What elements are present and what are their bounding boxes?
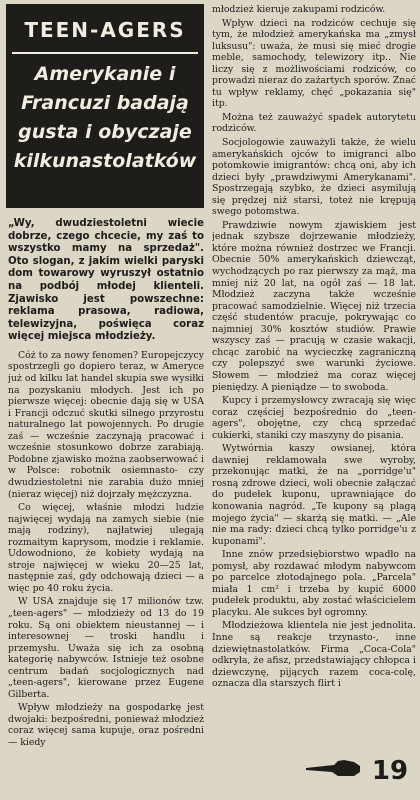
right-column [212, 4, 416, 784]
body-paragraph: młodzież kieruje zakupami rodziców. [212, 4, 386, 15]
headline-box [6, 4, 204, 208]
article-title: TEEN-AGERS [12, 10, 198, 54]
body-paragraph: Co więcej, właśnie młodzi ludzie najwięcej wydają na zamych siebie (nie mają rodziny), najłatwiej ulegają rozmaitym kaprysom, modzie i reklamie. Udowodniono, że kobiety wydają na stroje najwięcej w wieku 20—25 lat, następnie zaś, gdy odchowają dzieci — a więc po 40 roku życia. [8, 502, 204, 594]
body-paragraph: Prawdziwie nowym zjawiskiem jest jednak szybsze dojrzewanie młodzieży, które można również dostrzec we Francji. Obecnie 50% amerykańskich dziewcząt, wychodzących po raz pierwszy za mąż, ma mniej niż 20 lat, na ogół zaś — 18 lat. Młodzież zaczyna także wcześnie pracować samodzielnie. Więcej niż trzecia część studentów pracuje, pokrywając co najmniej 30% kosztów studiów. Prawie wszyscy zaś — pracują w czasie wakacji, chcąc zarobić na wycieczkę zagraniczną czy polepszyć swe warunki życiowe. Słowem — młodzież ma coraz więcej pieniędzy. A pieniądze — to swoboda. [212, 219, 416, 393]
body-paragraph: Można też zauważyć spadek autorytetu rodziców. [212, 111, 416, 135]
body-paragraph: Wytwórnia kaszy owsianej, która dawniej reklamowała swe wyroby, przekonując matki, że na „porridge'u" rosną zdrowe dzieci, woli obecnie załączać do pudełek kuponu, uprawniające do konowania nagród. „Te kupony są plagą mojego życia" — skarżą się matki. — „Ale nie ma rady: dzieci chcą tylko porridge'u z kuponami". [212, 443, 416, 547]
body-paragraph: Wpływ dzieci na rodziców cechuje się tym, że młodzież amerykańska ma „zmysł luksusu": uważa, że musi się mieć drogie meble, samochody, telewizory itp.. Nie liczy się z możliwościami rodziców, co prowadzi nieraz do zażartych sporów. Znać tu wpływ reklamy, chęć „pokazania się" itp. [212, 17, 416, 110]
body-paragraph: W USA znajduje się 17 milionów tzw. „teen-agers" — młodzieży od 13 do 19 roku. Są oni obiektem nieustannej — i interesownej — troski handlu i przemysłu. Uważa się ich za osobną kategorię nabywców. Istnieje też osobne centrum badań socjologicznych nad „teen-agers", kierowane przez Eugene Gilberta. [8, 596, 204, 700]
body-paragraph: Wpływ młodzieży na gospodarkę jest dwojaki: bezpośredni, ponieważ młodzież coraz więcej sama kupuje, oraz pośredni — kiedy [8, 702, 204, 748]
page-number: 19 [371, 756, 409, 786]
left-column [8, 218, 204, 788]
body-paragraph: Inne znów przedsiębiorstwo wpadło na pomysł, aby rozdawać młodym nabywcom po parcelce złotodajnego pola. „Parcela" miała 1 cm² i trzeba by kupić 6000 pudełek produktu, aby zostać właścicielem placyku. Ale sukces był ogromny. [212, 549, 416, 618]
body-paragraph: Młodzieżowa klientela nie jest jednolita. Inne są reakcje trzynasto-, inne dziewiętnastolatków. Firma „Coca-Cola" odkryła, że afisz, przedstawiający chłopca i dziewczynę, pijących razem coca-colę, oznacza dla starszych flirt i [212, 620, 416, 690]
body-paragraph: Kupcy i przemysłowcy zwracają się więc coraz częściej bezpośrednio do „teen-agers", obojętne, czy chcą sprzedać cukierki, staniki czy maszyny do pisania. [212, 395, 416, 441]
body-paragraph: Cóż to za nowy fenomen? Europejczycy spostrzegli go dopiero teraz, w Ameryce już od kilku lat handel skupia swe wysiłki na pozyskaniu młodych. Jest ich po pierwsze więcej: obecnie dają się w USA i Francji odczuć skutki silnego przyrostu naturalnego lat powojennych. Po drugie zaś — wcześnie zaczynają pracować i wcześnie stosunkowo dobrze zarabiają. Podobne zjawisko można zaobserwować i w Polsce: robotnik osiemnasto- czy dwudziestoletni nie zarabia dużo mniej (nieraz więcej) niż dojrzały mężczyzna. [8, 349, 204, 500]
article-subtitle: Amerykanie i Francuzi badają gusta i obyczaje kilkunastolatków [13, 63, 197, 172]
body-paragraph: Socjologowie zauważyli także, że wielu amerykańskich ojców to imigranci albo potomkowie imigrantów: chcą oni, aby ich dzieci były „prawdziwymi Amerykanami". Spostrzegają szybko, że dzieci asymilują się prędzej niż starsi, toteż nie krępują swego potomstwa. [212, 137, 416, 218]
lead-paragraph: „Wy, dwudziestoletni wiecie dobrze, czego chcecie, my zaś to wszystko mamy na sprzedaż". Oto slogan, z jakim wielki paryski dom towarowy wyruszył ostatnio na podbój młodej klienteli. Zjawisko jest powszechne: reklama prasowa, radiowa, telewizyjna, poświęca coraz więcej miejsca młodzieży. [8, 218, 204, 343]
pointing-hand-icon [304, 758, 362, 778]
